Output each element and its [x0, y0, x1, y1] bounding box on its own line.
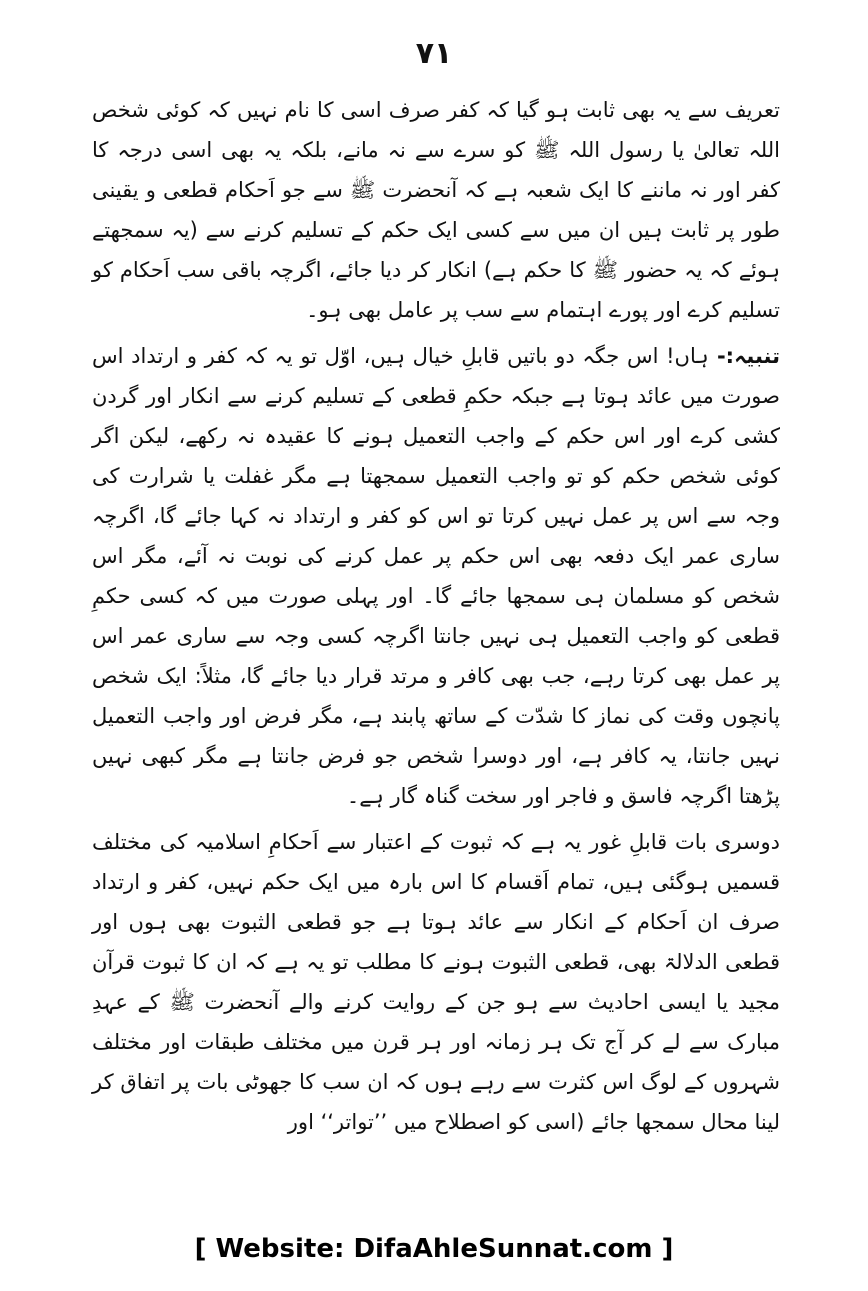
paragraph-definition [92, 90, 780, 330]
website-footer: [ Website: DifaAhleSunnat.com ] [194, 1234, 674, 1264]
paragraph-text: ہاں! اس جگہ دو باتیں قابلِ خیال ہیں، اوّل تو یہ کہ کفر و ارتداد اس صورت میں عائد ہوتا ہے جبکہ حکمِ قطعی کے تسلیم کرنے سے انکار اور گردن کشی کرے اور اس حکم کے واجب التعمیل ہونے کا عقیدہ نہ رکھے، لیکن اگر کوئی شخص حکم کو تو واجب التعمیل سمجھتا ہے مگر غفلت یا شرارت کی وجہ سے اس پر عمل نہیں کرتا تو اس کو کفر و ارتداد نہ کہا جائے گا، اگرچہ ساری عمر ایک دفعہ بھی اس حکم پر عمل کرنے کی نوبت نہ آئے، مگر اس شخص کو مسلمان ہی سمجھا جائے گا۔ اور پہلی صورت میں کہ کسی حکمِ قطعی کو واجب التعمیل ہی نہیں جانتا اگرچہ کسی وجہ سے ساری عمر اس پر عمل بھی کرتا رہے، جب بھی کافر و مرتد قرار دیا جائے گا، مثلاً: ایک شخص پانچوں وقت کی نماز کا شدّت کے ساتھ پابند ہے، مگر فرض اور واجب التعمیل نہیں جانتا، یہ کافر ہے، اور دوسرا شخص جو فرض جانتا ہے مگر کبھی نہیں پڑھتا اگرچہ فاسق و فاجر اور سخت گناہ گار ہے۔ [92, 344, 780, 808]
paragraph-text: تعریف سے یہ بھی ثابت ہو گیا کہ کفر صرف اسی کا نام نہیں کہ کوئی شخص اللہ تعالیٰ یا رسول اللہ ﷺ کو سرے سے نہ مانے، بلکہ یہ بھی اسی درجہ کا کفر اور نہ ماننے کا ایک شعبہ ہے کہ آنحضرت ﷺ سے جو اَحکام قطعی و یقینی طور پر ثابت ہیں ان میں سے کسی ایک حکم کے تسلیم کرنے سے (یہ سمجھتے ہوئے کہ یہ حضور ﷺ کا حکم ہے) انکار کر دیا جائے، اگرچہ باقی سب اَحکام کو تسلیم کرے اور پورے اہتمام سے سب پر عامل بھی ہو۔ [92, 98, 780, 322]
paragraph-note [92, 336, 780, 816]
paragraph-text: دوسری بات قابلِ غور یہ ہے کہ ثبوت کے اعتبار سے اَحکامِ اسلامیہ کی مختلف قسمیں ہوگئی ہیں، تمام اَقسام کا اس بارہ میں ایک حکم نہیں، کفر و ارتداد صرف ان اَحکام کے انکار سے عائد ہوتا ہے جو قطعی الثبوت بھی ہوں اور قطعی الدلالۃ بھی، قطعی الثبوت ہونے کا مطلب تو یہ ہے کہ ان کا ثبوت قرآن مجید یا ایسی احادیث سے ہو جن کے روایت کرنے والے آنحضرت ﷺ کے عہدِ مبارک سے لے کر آج تک ہر زمانہ اور ہر قرن میں مختلف طبقات اور مختلف شہروں کے لوگ اس کثرت سے رہے ہوں کہ ان سب کا جھوٹی بات پر اتفاق کر لینا محال سمجھا جائے (اسی کو اصطلاح میں ’’تواتر‘‘ اور [92, 830, 780, 1134]
page-number: ۷۱ [415, 36, 453, 71]
body-text [92, 90, 780, 1148]
note-label: تنبیہ:- [708, 344, 780, 368]
paragraph-second-point [92, 822, 780, 1142]
